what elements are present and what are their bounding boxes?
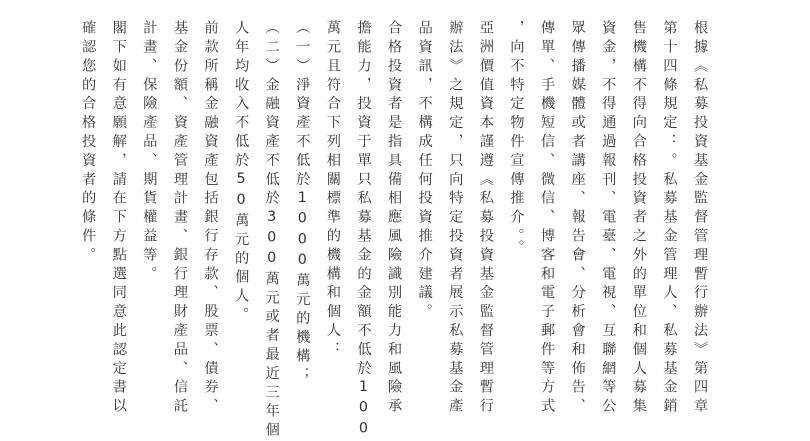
text-line: ，向不特定物件宣傳推介。。	[508, 20, 525, 259]
text-line: 資金，不得通過報刊、電臺、電視、互聯網等公	[600, 20, 617, 417]
text-line: 擔能力，投資于單只私募基金的金額不低於100	[355, 20, 372, 441]
text-line: 確認您的合格投資者的條件。	[80, 20, 97, 266]
text-line: （二）金融資產不低於300萬元或者最近三年個	[263, 20, 280, 441]
text-line: 亞洲價值資本謹遵《私募投資基金監督管理暫行	[477, 20, 494, 417]
text-line: 人年均收入不低於50萬元的個人。	[233, 20, 250, 326]
text-line: 眾傳播媒體或者講座、報告會、分析會和佈告、	[569, 20, 586, 417]
text-line: 傳單、手機短信、微信、博客和電子郵件等方式	[539, 20, 556, 417]
text-line: 萬元且符合下列相關標準的機構和個人：	[324, 20, 341, 361]
text-line: 根據《私募投資基金監督管理暫行辦法》第四章	[692, 20, 708, 417]
text-line: 計畫、保險產品、期貨權益等。	[141, 20, 158, 285]
text-line: 售機構不得向合格投資者之外的單位和個人募集	[630, 20, 647, 417]
text-line: 品資訊，不構成任何投資推介建議。	[416, 20, 433, 323]
text-line: 基金份額、資產管理計畫、銀行理財產品、信託	[171, 20, 188, 417]
vertical-text-block	[73, 20, 715, 441]
text-line: （一）淨資產不低於1000萬元的機構；	[294, 20, 311, 386]
text-line: 辦法》之規定，只向特定投資者展示私募基金產	[447, 20, 464, 417]
text-line: 前款所稱金融資產包括銀行存款、股票、債券、	[202, 20, 219, 417]
text-line: 合格投資者是指具備相應風險識別能力和風險承	[386, 20, 403, 417]
text-line: 閣下如有意願解，請在下方點選同意此認定書以	[110, 20, 127, 417]
text-line: 第十四條規定：。私募基金管理人、私募基金銷	[661, 20, 678, 417]
